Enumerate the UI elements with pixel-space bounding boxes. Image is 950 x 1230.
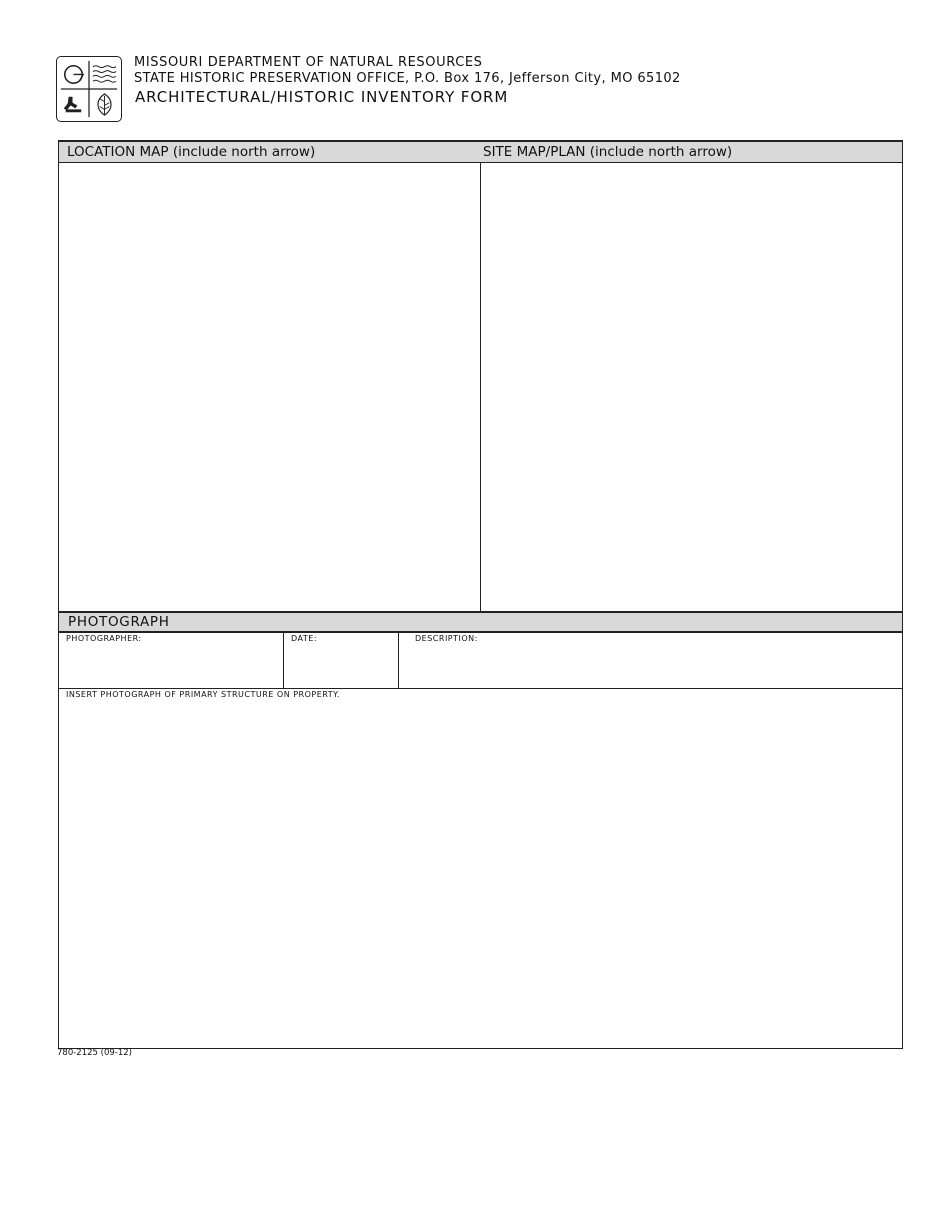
date-label: DATE: <box>291 634 318 643</box>
photograph-fields-row <box>58 633 903 689</box>
photographer-field[interactable] <box>59 633 284 688</box>
photograph-header-bar <box>58 611 903 633</box>
description-label: DESCRIPTION: <box>415 634 478 643</box>
photograph-section-title: PHOTOGRAPH <box>68 614 170 630</box>
site-map-label: SITE MAP/PLAN (include north arrow) <box>483 144 733 160</box>
missouri-dnr-logo-icon <box>56 56 122 122</box>
office-address: STATE HISTORIC PRESERVATION OFFICE, P.O. Box 176, Jefferson City, MO 65102 <box>134 71 681 86</box>
department-name: MISSOURI DEPARTMENT OF NATURAL RESOURCES <box>134 55 483 70</box>
location-map-area[interactable] <box>59 164 480 611</box>
form-number: 780-2125 (09-12) <box>57 1048 132 1058</box>
photograph-insert-area[interactable] <box>58 689 903 1049</box>
insert-photograph-instruction: INSERT PHOTOGRAPH OF PRIMARY STRUCTURE ON PROPERTY. <box>66 690 340 699</box>
photographer-label: PHOTOGRAPHER: <box>66 634 142 643</box>
form-title: ARCHITECTURAL/HISTORIC INVENTORY FORM <box>135 88 509 106</box>
description-field[interactable] <box>399 633 902 688</box>
date-field[interactable] <box>284 633 399 688</box>
location-map-label: LOCATION MAP (include north arrow) <box>67 144 316 160</box>
site-map-area[interactable] <box>481 164 902 611</box>
map-header-bar <box>59 141 902 163</box>
map-section <box>58 140 903 612</box>
